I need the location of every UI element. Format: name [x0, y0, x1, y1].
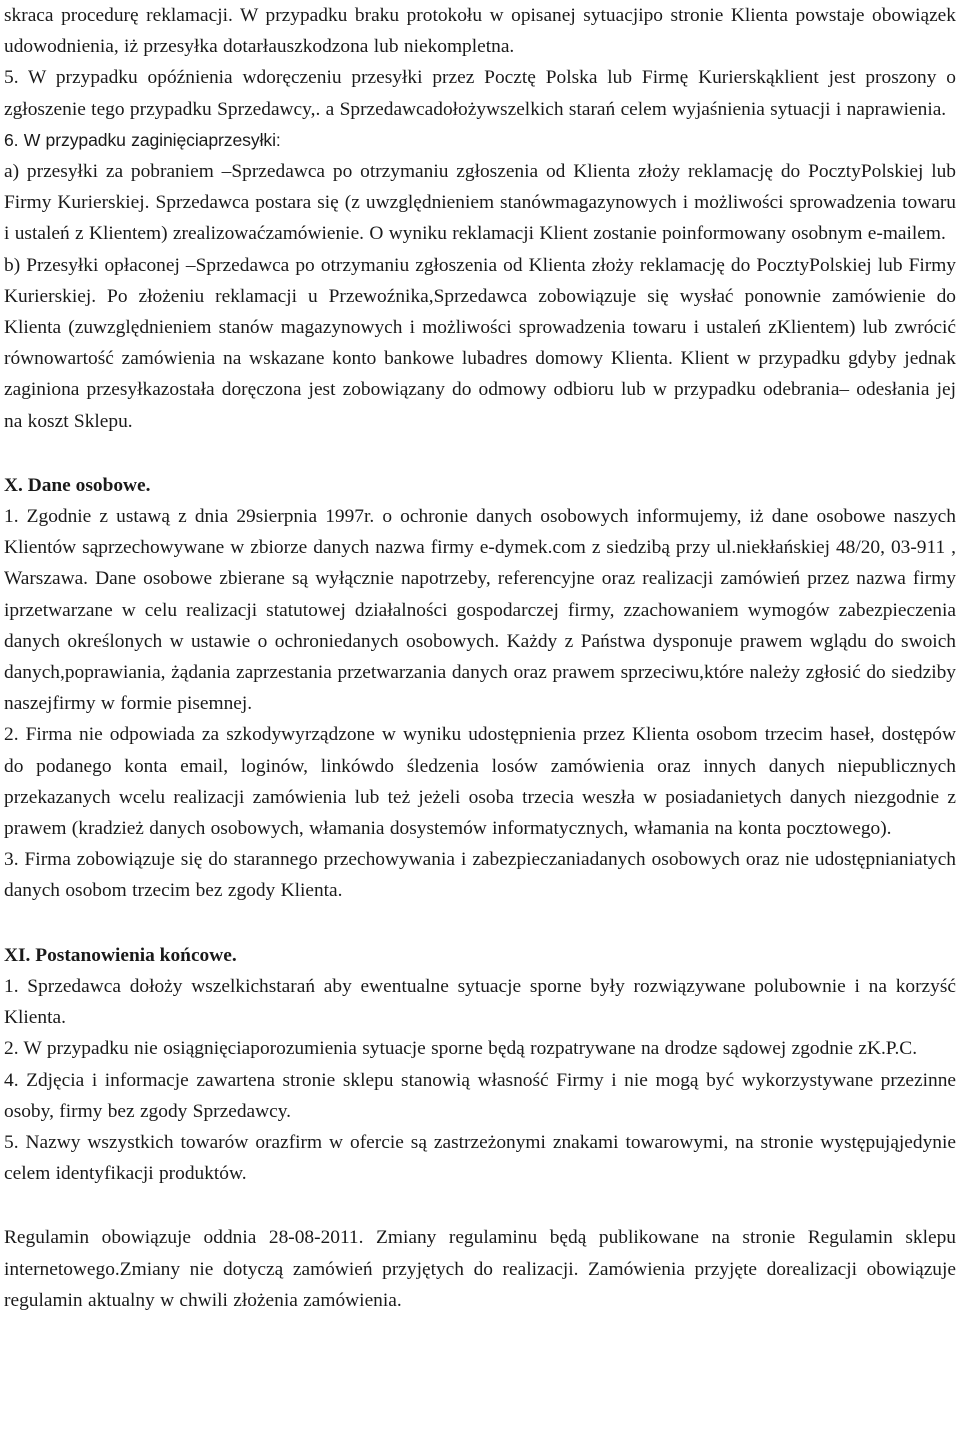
section-x-heading: X. Dane osobowe.: [4, 474, 151, 496]
section-xi-item-1: 1. Sprzedawca dołoży wszelkichstarań aby ewentualne sytuacje sporne były rozwiązywane polubownie i na korzyść Klienta.: [4, 975, 956, 1029]
section-x-item-2: 2. Firma nie odpowiada za szkodywyrządzone w wyniku udostępnienia przez Klienta osobom trzecim haseł, dostępów do podanego konta email, loginów, linkówdo śledzenia losów zamówienia oraz innych danych niepublicznych przekazanych wcelu realizacji zamówienia lub też jeżeli osoba trzecia weszła w posiadanietych danych niezgodnie z prawem (kradzież danych osobowych, włamania dosystemów informatycznych, włamania na konta pocztowego).: [4, 724, 956, 840]
section-xi-heading: XI. Postanowienia końcowe.: [4, 944, 237, 966]
section-xi-item-4: 4. Zdjęcia i informacje zawartena stronie sklepu stanowią własność Firmy i nie mogą być wykorzystywane przezinne osoby, firmy bez zgody Sprzedawcy.: [4, 1069, 956, 1122]
paragraph-item-5: 5. W przypadku opóźnienia wdoręczeniu przesyłki przez Pocztę Polska lub Firmę Kurierskąklient jest proszony o zgłoszenie tego przypadku Sprzedawcy,. a Sprzedawcadołożywszelkich starań celem wyjaśnienia sytuacji i naprawienia.: [4, 67, 956, 120]
section-x-item-3: 3. Firma zobowiązuje się do starannego przechowywania i zabezpieczaniadanych osobowych oraz nie udostępnianiatych danych osobom trzecim bez zgody Klienta.: [4, 849, 956, 902]
section-x-item-1: 1. Zgodnie z ustawą z dnia 29sierpnia 1997r. o ochronie danych osobowych informujemy, iż dane osobowe naszych Klientów sąprzechowywane w zbiorze danych nazwa firmy e-dymek.com z siedzibą przy ul.niekłańskiej 48/20, 03-911 , Warszawa. Dane osobowe zbierane są wyłącznie napotrzeby, referencyjne oraz realizacji zamówień przez nazwa firmy iprzetwarzane w celu realizacji statutowej działalności gospodarczej firmy, zzachowaniem wymogów zabezpieczenia danych określonych w ustawie o ochroniedanych osobowych. Każdy z Państwa dysponuje prawem wglądu do swoich danych,poprawiania, żądania zaprzestania przetwarzania danych oraz prawem sprzeciwu,które należy zgłosić do siedziby naszejfirmy w formie pisemnej.: [4, 506, 956, 715]
paragraph-item-6b: b) Przesyłki opłaconej –Sprzedawca po otrzymaniu zgłoszenia od Klienta złoży reklamację do PocztyPolskiej lub Firmy Kurierskiej. Po złożeniu reklamacji u Przewoźnika,Sprzedawca zobowiązuje się wysłać ponownie zamówienie do Klienta (zuwzględnieniem stanów magazynowych i możliwości sprowadzenia towaru i ustaleń zKlientem) lub zwrócić równowartość zamówienia na wskazane konto bankowe lubadres domowy Klienta. Klient w przypadku gdyby jednak zaginiona przesyłkazostała doręczona jest zobowiązany do odmowy odbioru lub w przypadku odebrania– odesłania jej na koszt Sklepu.: [4, 254, 956, 432]
section-xi-item-2: 2. W przypadku nie osiągnięciaporozumienia sytuacje sporne będą rozpatrywane na drodze sądowej zgodnie zK.P.C.: [4, 1038, 918, 1060]
paragraph-intro: skraca procedurę reklamacji. W przypadku braku protokołu w opisanej sytuacjipo stronie Klienta powstaje obowiązek udowodnienia, iż przesyłka dotarłauszkodzona lub niekompletna.: [4, 5, 956, 58]
paragraph-item-6: 6. W przypadku zaginięciaprzesyłki:: [4, 129, 281, 150]
paragraph-item-6a: a) przesyłki za pobraniem –Sprzedawca po otrzymaniu zgłoszenia od Klienta złoży reklamację do PocztyPolskiej lub Firmy Kurierskiej. Sprzedawca postara się (z uwzględnieniem stanówmagazynowych i możliwości sprowadzenia towaru i ustaleń z Klientem) zrealizowaćzamówienie. O wyniku reklamacji Klient zostanie poinformowany osobnym e-mailem.: [4, 161, 956, 245]
section-xi-item-5: 5. Nazwy wszystkich towarów orazfirm w ofercie są zastrzeżonymi znakami towarowymi, na stronie występująjedynie celem identyfikacji produktów.: [4, 1131, 956, 1185]
closing-paragraph: Regulamin obowiązuje oddnia 28-08-2011. Zmiany regulaminu będą publikowane na stronie Regulamin sklepu internetowego.Zmiany nie dotyczą zamówień przyjętych do realizacji. Zamówienia przyjęte dorealizacji obowiązuje regulamin aktualny w chwili złożenia zamówienia.: [4, 1227, 956, 1311]
